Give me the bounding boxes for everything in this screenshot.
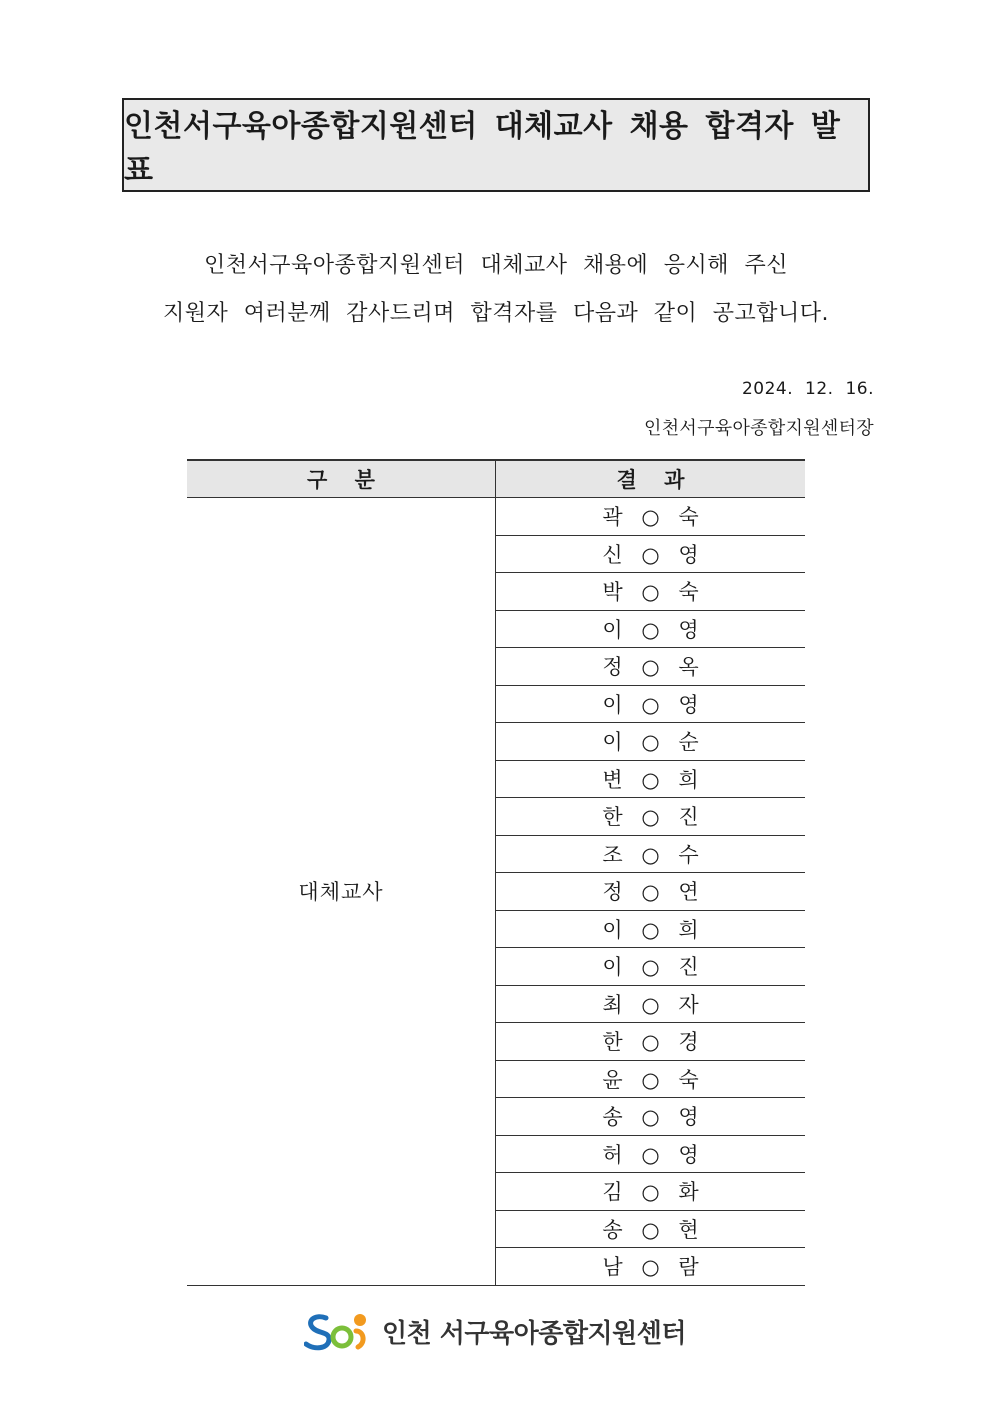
applicant-name: 남 ○ 람 bbox=[496, 1248, 806, 1286]
category-cell: 대체교사 bbox=[187, 498, 496, 1286]
applicant-name: 한 ○ 경 bbox=[496, 1023, 806, 1061]
applicant-name: 박 ○ 숙 bbox=[496, 573, 806, 611]
applicant-name: 정 ○ 연 bbox=[496, 873, 806, 911]
applicant-name: 이 ○ 영 bbox=[496, 610, 806, 648]
applicant-name: 조 ○ 수 bbox=[496, 835, 806, 873]
center-logo-icon bbox=[304, 1309, 372, 1353]
applicant-name: 이 ○ 순 bbox=[496, 723, 806, 761]
applicant-name: 최 ○ 자 bbox=[496, 985, 806, 1023]
signer: 인천서구육아종합지원센터장 bbox=[644, 418, 874, 439]
announcement-date: 2024. 12. 16. bbox=[741, 379, 874, 399]
applicant-name: 송 ○ 현 bbox=[496, 1210, 806, 1248]
applicant-name: 변 ○ 희 bbox=[496, 760, 806, 798]
applicant-name: 한 ○ 진 bbox=[496, 798, 806, 836]
applicant-name: 이 ○ 진 bbox=[496, 948, 806, 986]
header-category: 구 분 bbox=[187, 460, 496, 498]
applicant-name: 이 ○ 희 bbox=[496, 910, 806, 948]
table-header-row bbox=[187, 460, 805, 498]
applicant-name: 정 ○ 옥 bbox=[496, 648, 806, 686]
footer-logo bbox=[304, 1309, 700, 1353]
header-result: 결 과 bbox=[496, 460, 806, 498]
page-title: 인천서구육아종합지원센터 대체교사 채용 합격자 발표 bbox=[122, 98, 870, 192]
applicant-name: 송 ○ 영 bbox=[496, 1098, 806, 1136]
applicant-name: 김 ○ 화 bbox=[496, 1173, 806, 1211]
applicant-name: 신 ○ 영 bbox=[496, 535, 806, 573]
table-row bbox=[187, 498, 805, 536]
result-table bbox=[187, 459, 805, 1286]
applicant-name: 윤 ○ 숙 bbox=[496, 1060, 806, 1098]
applicant-name: 곽 ○ 숙 bbox=[496, 498, 806, 536]
intro-line-2: 지원자 여러분께 감사드리며 합격자를 다음과 같이 공고합니다. bbox=[162, 301, 829, 326]
applicant-name: 이 ○ 영 bbox=[496, 685, 806, 723]
intro-line-1: 인천서구육아종합지원센터 대체교사 채용에 응시해 주신 bbox=[203, 253, 789, 278]
footer-org-name: 인천 서구육아종합지원센터 bbox=[382, 1318, 686, 1349]
applicant-name: 허 ○ 영 bbox=[496, 1135, 806, 1173]
